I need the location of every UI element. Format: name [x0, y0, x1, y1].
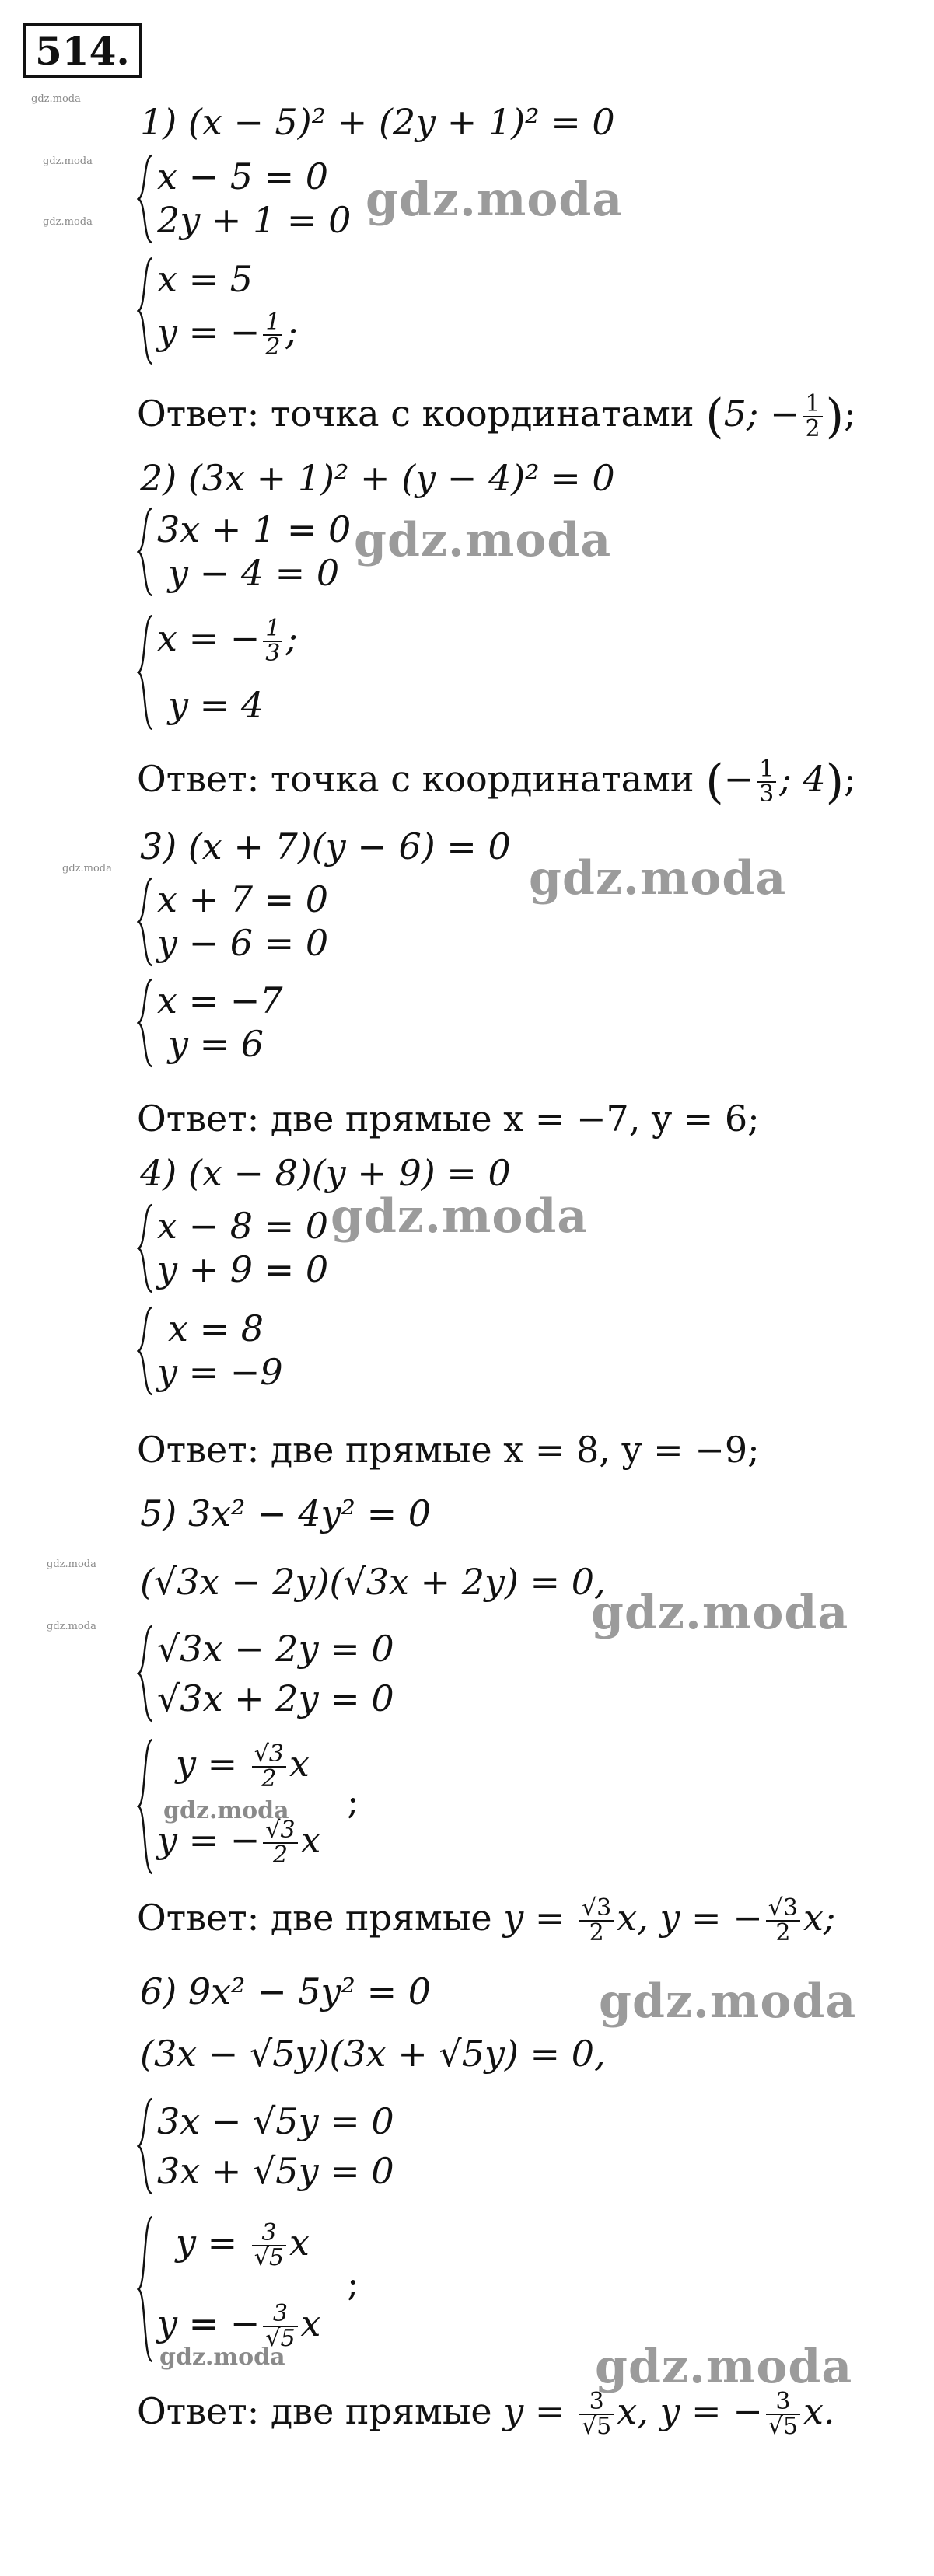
- watermark-small: gdz.moda: [31, 93, 81, 105]
- watermark: gdz.moda: [529, 851, 787, 906]
- system-3b: x = −7 y = 6: [137, 978, 526, 1068]
- brace-icon: [137, 1306, 154, 1396]
- system-2b: x = − $\frac{1}{3}$ ; y = 4: [137, 614, 526, 731]
- system-4a: x − 8 = 0 y + 9 = 0: [137, 1203, 526, 1293]
- brace-icon: [137, 1738, 154, 1875]
- brace-icon: [137, 978, 154, 1068]
- system-2a: 3x + 1 = 0 y − 4 = 0: [137, 507, 526, 597]
- system-4b: x = 8 y = −9: [137, 1306, 526, 1396]
- system-3a: x + 7 = 0 y − 6 = 0: [137, 877, 526, 967]
- watermark-small: gdz.moda: [47, 1621, 96, 1632]
- equation-3: 3) (x + 7)(y − 6) = 0: [140, 826, 511, 867]
- equation-5: 5) 3x² − 4y² = 0: [140, 1492, 432, 1534]
- watermark-small: gdz.moda: [43, 216, 93, 228]
- system-5b: y = $\frac{√3}{2}$ x y = − $\frac{√3}{2}$ x ;: [137, 1738, 526, 1875]
- brace-icon: [137, 1625, 154, 1723]
- system-5a: √3x − 2y = 0 √3x + 2y = 0: [137, 1625, 526, 1723]
- brace-icon: [137, 877, 154, 967]
- brace-icon: [137, 154, 154, 244]
- equation-2: 2) (3x + 1)² + (y − 4)² = 0: [140, 457, 615, 499]
- system-6b: y = $\frac{3}{√5}$ x y = − $\frac{3}{√5}$ x ;: [137, 2215, 526, 2363]
- brace-icon: [137, 614, 154, 731]
- answer-3: Ответ: две прямые x = −7, y = 6;: [137, 1098, 760, 1140]
- answer-6: Ответ: две прямые y = $\frac{3}{√5}$ x, y = − $\frac{3}{√5}$ x.: [137, 2388, 835, 2440]
- watermark-small: gdz.moda: [43, 155, 93, 167]
- watermark: gdz.moda: [366, 173, 624, 227]
- brace-icon: [137, 257, 154, 365]
- fraction: $\frac{1}{2}$: [263, 311, 282, 359]
- equation-1: 1) (x − 5)² + (2y + 1)² = 0: [140, 101, 615, 143]
- watermark-mid: gdz.moda: [163, 1797, 289, 1824]
- brace-icon: [137, 507, 154, 597]
- answer-2: Ответ: точка с координатами (− $\frac{1}{3}$ ; 4);: [137, 755, 856, 809]
- problem-number: 514.: [23, 23, 142, 78]
- watermark: gdz.moda: [599, 1974, 857, 2029]
- watermark-small: gdz.moda: [62, 863, 112, 874]
- watermark-mid: gdz.moda: [159, 2344, 285, 2371]
- equation-4: 4) (x − 8)(y + 9) = 0: [140, 1152, 511, 1194]
- answer-5: Ответ: две прямые y = $\frac{√3}{2}$ x, y = − $\frac{√3}{2}$ x;: [137, 1894, 836, 1946]
- watermark: gdz.moda: [331, 1189, 589, 1244]
- system-1a: x − 5 = 0 2y + 1 = 0: [137, 154, 526, 244]
- system-6a: 3x − √5y = 0 3x + √5y = 0: [137, 2097, 526, 2195]
- watermark: gdz.moda: [595, 2340, 853, 2394]
- factored-5: (√3x − 2y)(√3x + 2y) = 0,: [140, 1561, 606, 1603]
- factored-6: (3x − √5y)(3x + √5y) = 0,: [140, 2033, 606, 2075]
- watermark: gdz.moda: [591, 1586, 849, 1640]
- brace-icon: [137, 1203, 154, 1293]
- answer-1: Ответ: точка с координатами (5; − $\frac{1}{2}$ );: [137, 389, 856, 444]
- watermark-small: gdz.moda: [47, 1559, 96, 1570]
- watermark: gdz.moda: [354, 513, 612, 567]
- system-1b: x = 5 y = − $\frac{1}{2}$ ;: [137, 257, 526, 365]
- equation-6: 6) 9x² − 5y² = 0: [140, 1970, 432, 2012]
- brace-icon: [137, 2097, 154, 2195]
- answer-4: Ответ: две прямые x = 8, y = −9;: [137, 1429, 760, 1471]
- brace-icon: [137, 2215, 154, 2363]
